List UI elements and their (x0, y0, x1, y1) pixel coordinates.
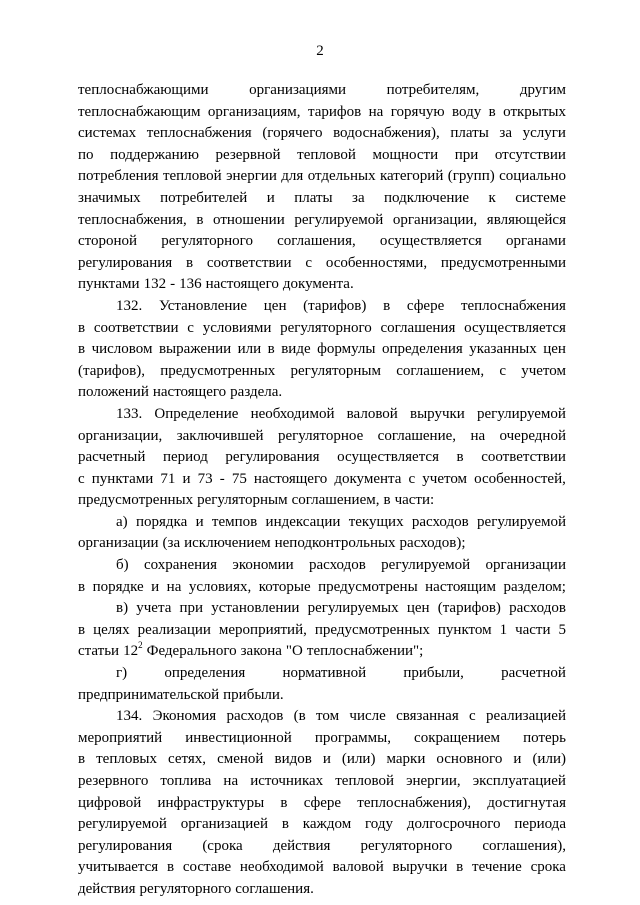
word: настоящим (425, 578, 497, 595)
word: в (456, 449, 464, 466)
word: документа. (282, 276, 354, 293)
word: тепловой (162, 168, 222, 185)
text-line (78, 836, 566, 858)
word: учетом (422, 470, 468, 487)
word: регулирования (78, 254, 173, 271)
text-line (78, 641, 566, 663)
word: текущих (348, 513, 404, 530)
word: другим (519, 82, 566, 98)
word: эксплуатацией (472, 773, 566, 789)
word: предпринимательской (78, 686, 220, 703)
word: в (488, 103, 496, 120)
word: топлива (160, 773, 212, 789)
word: учета (136, 600, 172, 617)
word: за (352, 189, 365, 206)
word: $12^2$ (123, 640, 143, 660)
word: потребителям, (386, 82, 480, 98)
word: течение (472, 859, 522, 876)
word: валовой (346, 405, 398, 422)
word: энергии (226, 168, 277, 185)
word: (срока (202, 837, 243, 854)
word: учетом (521, 362, 566, 379)
text-line (78, 80, 566, 102)
word: части (515, 621, 551, 638)
word: с (187, 319, 194, 336)
word: основного (436, 751, 503, 768)
word: предусмотренных (314, 621, 430, 638)
word: указанных (469, 341, 537, 358)
word: расходов (411, 513, 469, 530)
word: соответствии (93, 319, 179, 336)
word: прибыли, (403, 665, 464, 682)
word: поддержанию (110, 146, 199, 163)
word: сетях, (168, 751, 207, 768)
word: воду (452, 103, 482, 120)
word: являющейся (486, 211, 566, 228)
word: настоящего (205, 276, 279, 293)
word: платы (450, 125, 489, 142)
word: виде (281, 341, 311, 358)
text-line (78, 771, 566, 793)
text-line (78, 296, 566, 318)
word: числовом (91, 341, 153, 358)
word: учитывается (78, 859, 159, 876)
word: предусмотренными (440, 254, 566, 271)
word: регулируемых (307, 600, 399, 617)
word: сменой (217, 751, 264, 768)
word: действия (272, 837, 331, 854)
word: раздела. (230, 384, 283, 401)
text-line (78, 426, 566, 448)
word: порядке (92, 578, 144, 595)
word: - (219, 470, 225, 487)
word: значимых (78, 189, 141, 206)
word: определения (381, 341, 463, 358)
word: с (499, 362, 506, 379)
word: 71 (160, 470, 176, 487)
text-line (78, 577, 566, 599)
word: положений (78, 384, 149, 401)
word: соглашения), (482, 837, 566, 854)
word: цен (406, 600, 430, 617)
text-line (78, 145, 566, 167)
word: органами (505, 233, 566, 250)
word: мероприятий, (218, 621, 307, 638)
word: настоящего (253, 470, 328, 487)
word: цен (263, 297, 287, 314)
word: прибыли. (223, 686, 284, 703)
word: - (170, 276, 176, 293)
superscript: 2 (138, 640, 143, 651)
word: части: (394, 492, 435, 509)
word: сфере (303, 794, 342, 811)
page-number: 2 (316, 43, 324, 59)
text-line (78, 490, 566, 512)
word: организациям, (207, 103, 301, 120)
word: (тарифов) (437, 600, 501, 617)
word: теплоснабжения (460, 297, 566, 314)
text-line (78, 469, 566, 491)
word: Определение (154, 405, 239, 422)
word: индексации (265, 513, 341, 530)
word: 132. (116, 297, 143, 314)
word: 75 (231, 470, 247, 487)
text-line (78, 706, 566, 728)
word: соглашения (380, 319, 456, 336)
word: категорий (379, 168, 444, 185)
word: регуляторное (277, 427, 364, 444)
word: и (195, 513, 204, 530)
word: открытых (503, 103, 566, 120)
word: очередной (499, 427, 566, 444)
word: составе (182, 859, 232, 876)
word: регулируемой (381, 557, 471, 574)
word: соглашения. (235, 880, 314, 897)
word: пунктом (437, 621, 492, 638)
word: Федерального (146, 643, 237, 660)
word: регулируемой (78, 816, 167, 833)
word: для (281, 168, 304, 185)
word: документа (334, 470, 402, 487)
word: тарифов (307, 103, 362, 120)
word: соглашением, (396, 362, 485, 379)
text-line (78, 749, 566, 771)
word: с (469, 708, 476, 725)
word: и (151, 578, 160, 595)
word: организации (485, 557, 566, 574)
word: (тарифов) (303, 297, 367, 314)
word: отношении (213, 211, 285, 228)
word: регулируемой (477, 405, 566, 422)
word: реализацией (486, 708, 566, 725)
word: с (78, 470, 85, 487)
word: резервной (215, 146, 281, 163)
word: соответствии (206, 254, 292, 271)
word: особенностями, (325, 254, 428, 271)
word: в (78, 751, 86, 768)
word: теплоснабжающим (78, 103, 201, 120)
word: Экономия (152, 708, 217, 725)
word: пунктами (91, 470, 154, 487)
word: системе (515, 189, 566, 206)
word: в (196, 211, 204, 228)
word: числе (349, 708, 386, 725)
word: в (383, 492, 391, 509)
word: расходов (226, 708, 284, 725)
word: расходов (308, 557, 366, 574)
word: 136 (179, 276, 202, 293)
text-line (78, 879, 566, 901)
word: в (280, 794, 288, 811)
text-line (78, 102, 566, 124)
word: соответствии (481, 449, 566, 466)
word: предусмотренных (78, 492, 194, 509)
word: соглашение, (377, 427, 457, 444)
word: году (365, 816, 394, 833)
word: порядка (135, 513, 188, 530)
word: на (166, 578, 182, 595)
text-line (78, 274, 566, 296)
word: организации, (392, 211, 478, 228)
word: закона (240, 643, 282, 660)
text-line (78, 814, 566, 836)
word: соглашением, (291, 492, 380, 509)
word: "О (285, 643, 303, 660)
word: (горячего (262, 125, 323, 142)
word: выражении (158, 341, 232, 358)
word: особенностей, (474, 470, 566, 487)
word: потребления (78, 168, 159, 185)
word: на (368, 103, 384, 120)
word: (или) (532, 751, 566, 768)
word: а) (116, 513, 128, 530)
word: 132 (143, 276, 167, 293)
word: 134. (116, 708, 143, 725)
word: регулирования (78, 837, 173, 854)
word: необходимой (250, 405, 335, 422)
word: видов (274, 751, 312, 768)
word: марки (386, 751, 426, 768)
word: необходимой (239, 859, 324, 876)
word: сокращением (414, 729, 501, 746)
word: условиями (202, 319, 272, 336)
word: мощности (372, 146, 439, 163)
word: с (408, 470, 416, 487)
word: связанная (396, 708, 459, 725)
text-line (78, 123, 566, 145)
word: отдельных (307, 168, 376, 185)
word: сохранения (143, 557, 218, 574)
word: регулируемой (477, 513, 566, 530)
word: теплоснабжения (146, 125, 252, 142)
word: неподконтрольных (274, 535, 396, 552)
text-line (78, 253, 566, 275)
word: организации (78, 535, 159, 552)
word: организацией (180, 816, 268, 833)
word: реализации (137, 621, 211, 638)
word: заключившей (176, 427, 264, 444)
word: настоящего (152, 384, 227, 401)
text-line (78, 685, 566, 707)
word: теплоснабжении"; (306, 643, 424, 660)
word: целях (93, 621, 130, 638)
word: расходов (509, 600, 566, 617)
word: срока (530, 859, 566, 876)
word: экономии (232, 557, 294, 574)
text-line (78, 318, 566, 340)
text-line (78, 620, 566, 642)
word: сфере (406, 297, 445, 314)
word: по (78, 146, 94, 163)
word: тепловой (297, 146, 356, 163)
word: регулирования (225, 449, 320, 466)
document-body (78, 80, 566, 901)
word: периода (514, 816, 566, 833)
word: источниках (250, 773, 324, 789)
text-line (78, 663, 566, 685)
text-line (78, 447, 566, 469)
word: статьи (78, 643, 120, 660)
text-line (78, 512, 566, 534)
word: на (470, 427, 486, 444)
word: при (179, 600, 204, 617)
word: потерь (523, 729, 566, 746)
word: и (182, 470, 191, 487)
word: 5 (558, 621, 566, 638)
word: валовой (332, 859, 384, 876)
word: тепловой (335, 773, 394, 789)
word: при (454, 146, 479, 163)
word: период (162, 449, 208, 466)
text-line (78, 533, 566, 555)
word: осуществляется (379, 233, 482, 250)
word: 1 (499, 621, 508, 638)
word: стороной (78, 233, 138, 250)
word: регуляторного (161, 233, 253, 250)
word: цифровой (78, 794, 142, 811)
word: или (237, 341, 262, 358)
word: организации, (78, 427, 163, 444)
word: определения (164, 665, 246, 682)
word: установлении (211, 600, 300, 617)
word: (в (293, 708, 306, 725)
word: предусмотренных (160, 362, 276, 379)
word: услуги (522, 125, 566, 142)
text-line (78, 231, 566, 253)
word: и (322, 751, 331, 768)
word: действия (78, 880, 136, 897)
word: системах (78, 125, 137, 142)
text-line (78, 382, 566, 404)
text-line (78, 210, 566, 232)
text-line (78, 188, 566, 210)
word: отсутствии (494, 146, 566, 163)
word: (групп) (447, 168, 495, 185)
text-line (78, 598, 566, 620)
word: регуляторным (290, 362, 382, 379)
word: регуляторного (360, 837, 453, 854)
word: в) (116, 600, 129, 617)
word: в (78, 319, 86, 336)
word: в (185, 254, 194, 271)
word: в (166, 859, 175, 876)
word: в (78, 621, 86, 638)
word: расчетный (78, 449, 146, 466)
word: теплоснабжающими (78, 82, 209, 98)
text-line (78, 166, 566, 188)
word: пунктами (78, 276, 140, 293)
word: подключение (384, 189, 470, 206)
word: предусмотрены (318, 578, 418, 595)
word: инфраструктуры (157, 794, 265, 811)
word: осуществляется (337, 449, 439, 466)
word: исключением (184, 535, 271, 552)
word: на (223, 773, 239, 789)
word: выручки (392, 859, 448, 876)
word: г) (116, 665, 128, 682)
word: расчетной (501, 665, 566, 682)
word: организациями (249, 82, 347, 98)
word: в (383, 297, 391, 314)
word: в (267, 341, 275, 358)
word: потребителей (160, 189, 248, 206)
word: достигнутая (487, 794, 566, 811)
word: (за (162, 535, 181, 552)
text-line (78, 404, 566, 426)
word: энергии, (406, 773, 461, 789)
word: в (78, 341, 86, 358)
word: теплоснабжения), (357, 794, 472, 811)
word: в (456, 859, 464, 876)
word: горячую (390, 103, 445, 120)
word: в (281, 816, 289, 833)
word: цен (543, 341, 566, 358)
word: соглашения, (277, 233, 356, 250)
text-line (78, 339, 566, 361)
word: 73 (197, 470, 213, 487)
word: регуляторным (197, 492, 288, 509)
word: социально (499, 168, 566, 185)
word: нормативной (282, 665, 367, 682)
text-line (78, 793, 566, 815)
word: резервного (78, 773, 149, 789)
word: разделом; (503, 578, 566, 595)
word: с (305, 254, 313, 271)
word: долгосрочного (406, 816, 501, 833)
word: которые (258, 578, 311, 595)
word: платы (294, 189, 333, 206)
word: в (78, 578, 86, 595)
word: регуляторного (280, 319, 372, 336)
word: расходов); (399, 535, 466, 552)
word: выручки (410, 405, 465, 422)
word: 133. (116, 405, 143, 422)
word: к (488, 189, 496, 206)
word: осуществляется (464, 319, 566, 336)
text-line (78, 857, 566, 879)
word: формулы (317, 341, 376, 358)
word: за (499, 125, 512, 142)
word: теплоснабжения, (78, 211, 187, 228)
word: том (316, 708, 340, 725)
word: регулируемой (294, 211, 384, 228)
word: и (266, 189, 275, 206)
word: тепловых (96, 751, 158, 768)
word: Установление (158, 297, 248, 314)
word: темпов (211, 513, 258, 530)
text-line (78, 555, 566, 577)
word: условиях, (188, 578, 252, 595)
word: б) (116, 557, 129, 574)
text-line (78, 728, 566, 750)
word: инвестиционной (185, 729, 292, 746)
word: мероприятий (78, 729, 163, 746)
text-line (78, 361, 566, 383)
word: каждом (302, 816, 352, 833)
word: и (513, 751, 522, 768)
word: (или) (341, 751, 376, 768)
word: регуляторного (139, 880, 232, 897)
word: (тарифов), (78, 362, 145, 379)
word: программы, (314, 729, 391, 746)
word: водоснабжения), (333, 125, 440, 142)
